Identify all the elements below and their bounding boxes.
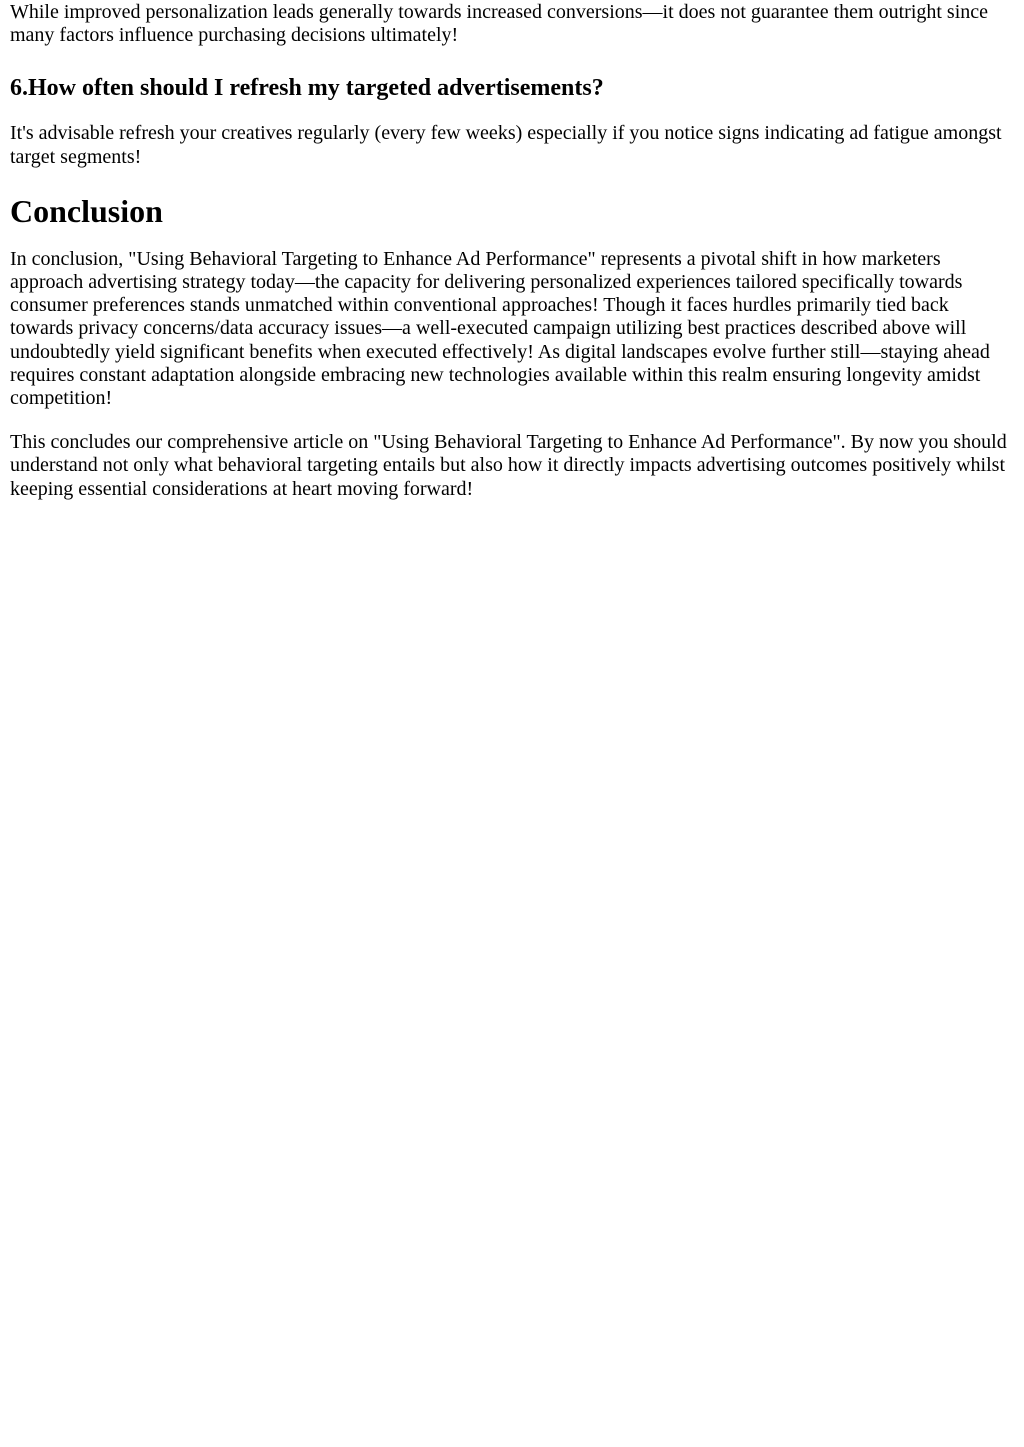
faq-answer-paragraph: It's advisable refresh your creatives regularly (every few weeks) especially if you notice signs indicating ad fatigue amongst target segments! [10,122,1002,168]
conclusion-paragraph: In conclusion, "Using Behavioral Targeting to Enhance Ad Performance" represents a pivotal shift in how marketers approach advertising strategy today—the capacity for delivering personalized experiences tailored specifically towards consumer preferences stands unmatched within conventional approaches! Though it faces hurdles primarily tied back towards privacy concerns/data accuracy issues—a well-executed campaign utilizing best practices described above will undoubtedly yield significant benefits when executed effectively! As digital landscapes evolve further still—staying ahead requires constant adaptation alongside embracing new technologies available within this realm ensuring longevity amidst competition! [10,247,990,410]
article-body [0,1,1024,501]
conclusion-heading: Conclusion [10,192,163,229]
faq-heading: 6.How often should I refresh my targeted advertisements? [10,75,604,102]
intro-paragraph: While improved personalization leads generally towards increased conversions—it does not guarantee them outright since many factors influence purchasing decisions ultimately! [10,1,989,47]
closing-paragraph: This concludes our comprehensive article on "Using Behavioral Targeting to Enhance Ad Performance". By now you should understand not only what behavioral targeting entails but also how it directly impacts advertising outcomes positively whilst keeping essential considerations at heart moving forward! [10,431,1007,500]
